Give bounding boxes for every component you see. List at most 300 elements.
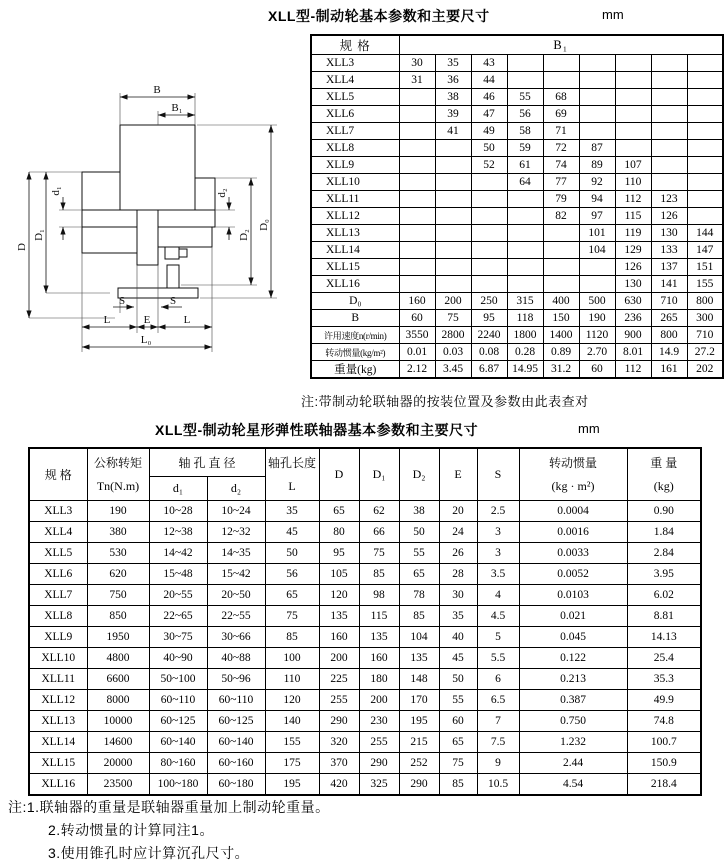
value-cell: 50 <box>471 140 507 157</box>
table-row <box>29 648 701 669</box>
table2-torque-header <box>87 448 149 501</box>
value-cell: 3.45 <box>435 361 471 379</box>
dim-label-B: B <box>153 84 161 96</box>
value-cell: 50~100 <box>149 669 207 690</box>
value-cell: 202 <box>687 361 723 379</box>
value-cell: 4 <box>477 585 519 606</box>
value-cell: 55 <box>399 543 439 564</box>
table-row <box>311 344 723 361</box>
value-cell: 200 <box>359 690 399 711</box>
dim-label-D: D <box>16 243 28 251</box>
table-row <box>311 225 723 242</box>
coupling-section-drawing <box>15 75 305 397</box>
left-hub-bore <box>82 210 137 227</box>
table-row <box>311 174 723 191</box>
row-label-cell: XLL14 <box>29 732 87 753</box>
value-cell: 900 <box>615 327 651 344</box>
value-cell: 0.0016 <box>519 522 627 543</box>
value-cell: 195 <box>265 774 319 796</box>
value-cell: 120 <box>265 690 319 711</box>
value-cell: 3 <box>477 522 519 543</box>
row-label-cell: XLL13 <box>311 225 399 242</box>
value-cell: 0.28 <box>507 344 543 361</box>
value-cell: 97 <box>579 208 615 225</box>
value-cell: 325 <box>359 774 399 796</box>
coupling-body-shapes <box>82 125 215 298</box>
row-label-cell: XLL3 <box>311 55 399 72</box>
table-row <box>311 55 723 72</box>
value-cell: 56 <box>507 106 543 123</box>
value-cell: 35.3 <box>627 669 701 690</box>
value-cell: 58 <box>507 123 543 140</box>
table2-body <box>29 501 701 796</box>
value-cell: 95 <box>319 543 359 564</box>
value-cell: 6.87 <box>471 361 507 379</box>
value-cell: 0.03 <box>435 344 471 361</box>
row-label-cell: XLL3 <box>29 501 87 522</box>
value-cell: 160 <box>359 648 399 669</box>
right-hub-bore <box>158 210 215 227</box>
value-cell: 155 <box>687 276 723 293</box>
table1-b1-header: B₁ <box>399 35 723 55</box>
value-cell: 12~32 <box>207 522 265 543</box>
value-cell: 60 <box>399 310 435 327</box>
value-cell: 28 <box>439 564 477 585</box>
value-cell: 65 <box>399 564 439 585</box>
dim-label-D2: D₂ <box>238 229 250 241</box>
value-cell: 112 <box>615 191 651 208</box>
value-cell: 60~125 <box>149 711 207 732</box>
dim-label-S-left: S <box>118 295 126 307</box>
value-cell: 175 <box>265 753 319 774</box>
elastic-element <box>137 210 158 265</box>
value-cell: 85 <box>439 774 477 796</box>
value-cell: 0.122 <box>519 648 627 669</box>
value-cell: 135 <box>359 627 399 648</box>
table1-header-row <box>311 35 723 55</box>
value-cell <box>399 89 435 106</box>
value-cell: 10~28 <box>149 501 207 522</box>
value-cell: 1400 <box>543 327 579 344</box>
value-cell <box>651 157 687 174</box>
value-cell: 150 <box>543 310 579 327</box>
value-cell <box>399 174 435 191</box>
row-label-cell: XLL14 <box>311 242 399 259</box>
value-cell: 300 <box>687 310 723 327</box>
value-cell <box>507 259 543 276</box>
coupling-params-table <box>28 447 702 796</box>
value-cell: 60~110 <box>207 690 265 711</box>
value-cell: 150.9 <box>627 753 701 774</box>
value-cell <box>435 157 471 174</box>
value-cell: 40 <box>439 627 477 648</box>
page-title-1: XLL型-制动轮基本参数和主要尺寸 <box>268 8 490 24</box>
value-cell: 45 <box>265 522 319 543</box>
value-cell: 0.045 <box>519 627 627 648</box>
value-cell: 0.0004 <box>519 501 627 522</box>
value-cell: 1.84 <box>627 522 701 543</box>
value-cell: 64 <box>507 174 543 191</box>
value-cell: 23500 <box>87 774 149 796</box>
value-cell: 20~55 <box>149 585 207 606</box>
value-cell <box>543 242 579 259</box>
value-cell: 14~35 <box>207 543 265 564</box>
value-cell: 41 <box>435 123 471 140</box>
table1-note: 注:带制动轮联轴器的按装位置及参数由此表查对 <box>301 394 589 409</box>
value-cell: 710 <box>687 327 723 344</box>
value-cell: 45 <box>439 648 477 669</box>
table2-inertia-header <box>519 448 627 501</box>
value-cell <box>687 191 723 208</box>
value-cell: 2240 <box>471 327 507 344</box>
value-cell: 31 <box>399 72 435 89</box>
value-cell <box>543 276 579 293</box>
dim-label-S-right: S <box>169 295 177 307</box>
value-cell <box>435 242 471 259</box>
value-cell: 60~160 <box>207 753 265 774</box>
dim-label-D1: D₁ <box>33 229 45 241</box>
value-cell: 118 <box>507 310 543 327</box>
row-label-cell: 重量(kg) <box>311 361 399 379</box>
value-cell <box>579 55 615 72</box>
value-cell <box>579 123 615 140</box>
value-cell: 3.5 <box>477 564 519 585</box>
footnote-2: 2.转动惯量的计算同注1。 <box>48 822 214 838</box>
value-cell <box>435 174 471 191</box>
dim-label-d2: d₂ <box>216 188 228 198</box>
table-row <box>29 732 701 753</box>
value-cell: 147 <box>687 242 723 259</box>
row-label-cell: XLL9 <box>311 157 399 174</box>
row-label-cell: 转动惯量(kg/m²) <box>311 344 399 361</box>
row-label-cell: XLL15 <box>29 753 87 774</box>
value-cell: 380 <box>87 522 149 543</box>
value-cell: 290 <box>399 774 439 796</box>
value-cell: 236 <box>615 310 651 327</box>
value-cell <box>399 208 435 225</box>
value-cell: 14~42 <box>149 543 207 564</box>
value-cell: 265 <box>651 310 687 327</box>
table-row <box>311 293 723 310</box>
value-cell: 0.0033 <box>519 543 627 564</box>
value-cell: 43 <box>471 55 507 72</box>
right-hub-upper <box>195 178 215 210</box>
value-cell: 35 <box>435 55 471 72</box>
value-cell: 49.9 <box>627 690 701 711</box>
row-label-cell: XLL6 <box>311 106 399 123</box>
value-cell <box>543 72 579 89</box>
value-cell: 144 <box>687 225 723 242</box>
value-cell: 126 <box>615 259 651 276</box>
value-cell: 14.95 <box>507 361 543 379</box>
value-cell <box>471 174 507 191</box>
value-cell <box>471 242 507 259</box>
value-cell: 65 <box>265 585 319 606</box>
value-cell <box>399 140 435 157</box>
value-cell: 20~50 <box>207 585 265 606</box>
value-cell: 35 <box>265 501 319 522</box>
value-cell: 2800 <box>435 327 471 344</box>
value-cell: 60~180 <box>207 774 265 796</box>
value-cell <box>579 106 615 123</box>
value-cell: 65 <box>319 501 359 522</box>
value-cell: 60~110 <box>149 690 207 711</box>
value-cell: 100 <box>265 648 319 669</box>
value-cell <box>543 55 579 72</box>
value-cell: 92 <box>579 174 615 191</box>
value-cell: 6600 <box>87 669 149 690</box>
row-label-cell: XLL8 <box>311 140 399 157</box>
value-cell <box>507 276 543 293</box>
row-label-cell: XLL6 <box>29 564 87 585</box>
value-cell: 5.5 <box>477 648 519 669</box>
value-cell: 8.01 <box>615 344 651 361</box>
value-cell: 0.387 <box>519 690 627 711</box>
value-cell: 69 <box>543 106 579 123</box>
value-cell: 95 <box>471 310 507 327</box>
value-cell: 215 <box>399 732 439 753</box>
value-cell: 0.01 <box>399 344 435 361</box>
value-cell: 38 <box>435 89 471 106</box>
value-cell: 0.90 <box>627 501 701 522</box>
value-cell <box>651 123 687 140</box>
value-cell: 135 <box>319 606 359 627</box>
value-cell: 60 <box>579 361 615 379</box>
value-cell: 800 <box>687 293 723 310</box>
dim-label-D0: D₀ <box>258 219 270 231</box>
value-cell: 38 <box>399 501 439 522</box>
value-cell: 79 <box>543 191 579 208</box>
value-cell: 190 <box>579 310 615 327</box>
table-row <box>29 753 701 774</box>
value-cell: 14.13 <box>627 627 701 648</box>
value-cell: 27.2 <box>687 344 723 361</box>
table2-header-row-1 <box>29 448 701 477</box>
table2-weight-header <box>627 448 701 501</box>
value-cell: 39 <box>435 106 471 123</box>
value-cell: 130 <box>651 225 687 242</box>
table2-D1-header: D₁ <box>359 448 399 501</box>
value-cell: 40~90 <box>149 648 207 669</box>
value-cell: 218.4 <box>627 774 701 796</box>
value-cell <box>435 191 471 208</box>
value-cell: 120 <box>319 585 359 606</box>
weight-label: 重 量 <box>650 455 678 470</box>
value-cell: 89 <box>579 157 615 174</box>
value-cell: 87 <box>579 140 615 157</box>
value-cell: 24 <box>439 522 477 543</box>
value-cell: 7.5 <box>477 732 519 753</box>
value-cell: 133 <box>651 242 687 259</box>
value-cell: 115 <box>359 606 399 627</box>
value-cell: 62 <box>359 501 399 522</box>
unit-label-1: mm <box>602 7 624 22</box>
value-cell: 420 <box>319 774 359 796</box>
value-cell: 5 <box>477 627 519 648</box>
value-cell: 141 <box>651 276 687 293</box>
value-cell: 500 <box>579 293 615 310</box>
torque-unit: Tn(N.m) <box>96 478 140 493</box>
footnote-1: 注:1.联轴器的重量是联轴器重量加上制动轮重量。 <box>8 799 330 815</box>
row-label-cell: XLL4 <box>29 522 87 543</box>
table-row <box>311 361 723 379</box>
value-cell: 14.9 <box>651 344 687 361</box>
value-cell: 25.4 <box>627 648 701 669</box>
value-cell: 4.54 <box>519 774 627 796</box>
value-cell: 66 <box>359 522 399 543</box>
value-cell: 60~140 <box>207 732 265 753</box>
value-cell: 8.81 <box>627 606 701 627</box>
row-label-cell: XLL10 <box>29 648 87 669</box>
table2-bore-len-header <box>265 448 319 501</box>
dim-label-B1: B₁ <box>171 102 183 114</box>
value-cell: 2.12 <box>399 361 435 379</box>
value-cell: 78 <box>399 585 439 606</box>
value-cell: 0.213 <box>519 669 627 690</box>
page-title-2: XLL型-制动轮星形弹性联轴器基本参数和主要尺寸 <box>155 422 479 438</box>
row-label-cell: XLL12 <box>311 208 399 225</box>
value-cell <box>615 123 651 140</box>
value-cell: 65 <box>439 732 477 753</box>
value-cell: 400 <box>543 293 579 310</box>
value-cell: 107 <box>615 157 651 174</box>
value-cell: 31.2 <box>543 361 579 379</box>
row-label-cell: XLL11 <box>311 191 399 208</box>
table-row <box>311 157 723 174</box>
value-cell: 110 <box>615 174 651 191</box>
value-cell: 14600 <box>87 732 149 753</box>
value-cell: 50~96 <box>207 669 265 690</box>
value-cell: 75 <box>439 753 477 774</box>
value-cell: 2.5 <box>477 501 519 522</box>
value-cell: 0.021 <box>519 606 627 627</box>
value-cell: 85 <box>399 606 439 627</box>
value-cell: 46 <box>471 89 507 106</box>
table-row <box>29 606 701 627</box>
value-cell: 4800 <box>87 648 149 669</box>
table-row <box>29 522 701 543</box>
value-cell: 0.0103 <box>519 585 627 606</box>
dim-label-L0: L₀ <box>140 334 152 346</box>
value-cell <box>507 208 543 225</box>
table2-bore-dia-header: 轴 孔 直 径 <box>149 448 265 477</box>
value-cell <box>399 123 435 140</box>
value-cell: 72 <box>543 140 579 157</box>
value-cell <box>435 208 471 225</box>
table-row <box>29 585 701 606</box>
value-cell: 104 <box>399 627 439 648</box>
value-cell <box>687 89 723 106</box>
value-cell <box>579 276 615 293</box>
value-cell: 2.70 <box>579 344 615 361</box>
value-cell: 71 <box>543 123 579 140</box>
dim-label-L-right: L <box>183 314 191 326</box>
value-cell: 255 <box>319 690 359 711</box>
row-label-cell: XLL10 <box>311 174 399 191</box>
table2-S-header: S <box>477 448 519 501</box>
weight-unit: (kg) <box>653 478 674 493</box>
value-cell <box>399 259 435 276</box>
value-cell: 75 <box>359 543 399 564</box>
value-cell: 3.95 <box>627 564 701 585</box>
value-cell <box>651 140 687 157</box>
value-cell <box>687 123 723 140</box>
table2-spec-header: 规 格 <box>29 448 87 501</box>
dim-label-L-left: L <box>103 314 111 326</box>
value-cell: 1950 <box>87 627 149 648</box>
value-cell: 1.232 <box>519 732 627 753</box>
value-cell: 137 <box>651 259 687 276</box>
value-cell: 60~140 <box>149 732 207 753</box>
value-cell: 52 <box>471 157 507 174</box>
table-row <box>311 310 723 327</box>
value-cell: 1120 <box>579 327 615 344</box>
value-cell: 0.89 <box>543 344 579 361</box>
table2-d1-header: d₁ <box>149 477 207 501</box>
value-cell: 148 <box>399 669 439 690</box>
flange-web <box>167 265 179 288</box>
value-cell <box>579 259 615 276</box>
value-cell <box>399 276 435 293</box>
table-row <box>29 543 701 564</box>
value-cell: 50 <box>399 522 439 543</box>
value-cell: 15~42 <box>207 564 265 585</box>
value-cell: 15~48 <box>149 564 207 585</box>
value-cell <box>651 89 687 106</box>
value-cell <box>651 174 687 191</box>
value-cell: 255 <box>359 732 399 753</box>
bolt-head <box>165 247 179 259</box>
value-cell: 170 <box>399 690 439 711</box>
value-cell <box>687 140 723 157</box>
value-cell: 115 <box>615 208 651 225</box>
table-row <box>311 123 723 140</box>
bore-len-symbol: L <box>288 478 296 493</box>
value-cell <box>435 140 471 157</box>
table1-spec-header: 规 格 <box>311 35 399 55</box>
value-cell <box>399 157 435 174</box>
value-cell: 151 <box>687 259 723 276</box>
value-cell <box>435 259 471 276</box>
value-cell <box>507 242 543 259</box>
value-cell: 6 <box>477 669 519 690</box>
value-cell: 200 <box>435 293 471 310</box>
value-cell <box>579 89 615 106</box>
value-cell <box>687 157 723 174</box>
value-cell <box>507 55 543 72</box>
row-label-cell: D₀ <box>311 293 399 310</box>
value-cell: 140 <box>265 711 319 732</box>
inertia-unit: (kg · m²) <box>551 478 595 493</box>
value-cell: 74.8 <box>627 711 701 732</box>
row-label-cell: XLL15 <box>311 259 399 276</box>
value-cell: 10000 <box>87 711 149 732</box>
value-cell: 59 <box>507 140 543 157</box>
value-cell <box>399 242 435 259</box>
table2-D2-header: D₂ <box>399 448 439 501</box>
table1-body <box>311 55 723 379</box>
value-cell <box>687 106 723 123</box>
value-cell: 160 <box>319 627 359 648</box>
value-cell: 370 <box>319 753 359 774</box>
value-cell: 85 <box>265 627 319 648</box>
table-row <box>29 564 701 585</box>
row-label-cell: B <box>311 310 399 327</box>
value-cell <box>471 208 507 225</box>
bolt-nut <box>179 249 187 257</box>
value-cell: 0.0052 <box>519 564 627 585</box>
value-cell <box>579 72 615 89</box>
